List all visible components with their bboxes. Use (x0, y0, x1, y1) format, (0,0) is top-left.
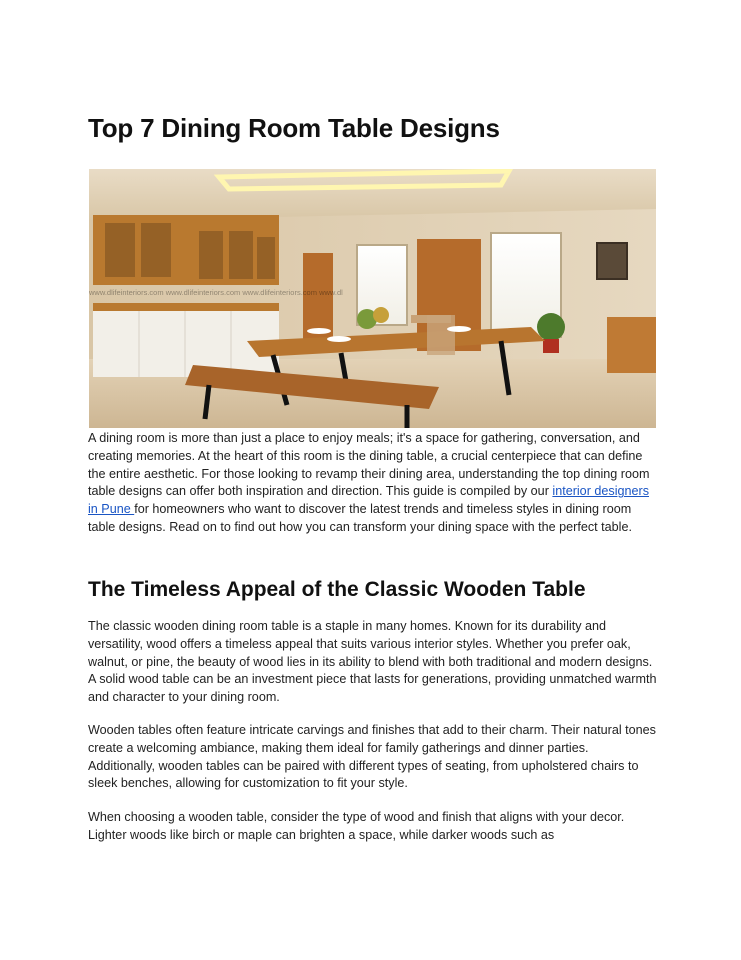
section-heading: The Timeless Appeal of the Classic Wooden Table (88, 578, 586, 601)
document-title: Top 7 Dining Room Table Designs (88, 113, 500, 143)
body-paragraph: When choosing a wooden table, consider the type of wood and finish that aligns with your decor. Lighter woods like birch or maple can brighten a space, while darker woods such as (88, 810, 625, 842)
interior-designers-link[interactable]: interior designers in Pune (88, 484, 649, 517)
dining-room-photo (89, 169, 656, 428)
intro-text-after-link: for homeowners who want to discover the latest trends and timeless styles in dining room table designs. Read on to find out how you can transform your dining space with the perfect table. (88, 502, 632, 534)
intro-paragraph (88, 430, 658, 537)
intro-text-before-link: A dining room is more than just a place to enjoy meals; it's a space for gathering, conversation, and creating memories. At the heart of this room is the dining table, a crucial centerpiece that can define the entire aesthetic. For those looking to revamp their dining area, understanding the top dining room table designs can offer both inspiration and direction. This guide is compiled by our (88, 431, 650, 499)
photo-watermark: www.dlifeinteriors.com www.dlifeinteriors.com www.dlifeinteriors.com www.dl (89, 288, 343, 297)
body-paragraph: The classic wooden dining room table is a staple in many homes. Known for its durability and versatility, wood offers a timeless appeal that suits various interior styles. Whether you prefer oak, walnut, or pine, the beauty of wood lies in its ability to blend with both traditional and modern designs. A solid wood table can be an investment piece that lasts for generations, providing unmatched warmth and character to your dining room. (88, 619, 657, 705)
body-paragraph: Wooden tables often feature intricate carvings and finishes that add to their charm. Their natural tones create a welcoming ambiance, making them ideal for family gatherings and dinner parties. Additionally, wooden tables can be paired with different types of seating, from upholstered chairs to sleek benches, allowing for customization to fit your style. (88, 723, 656, 791)
